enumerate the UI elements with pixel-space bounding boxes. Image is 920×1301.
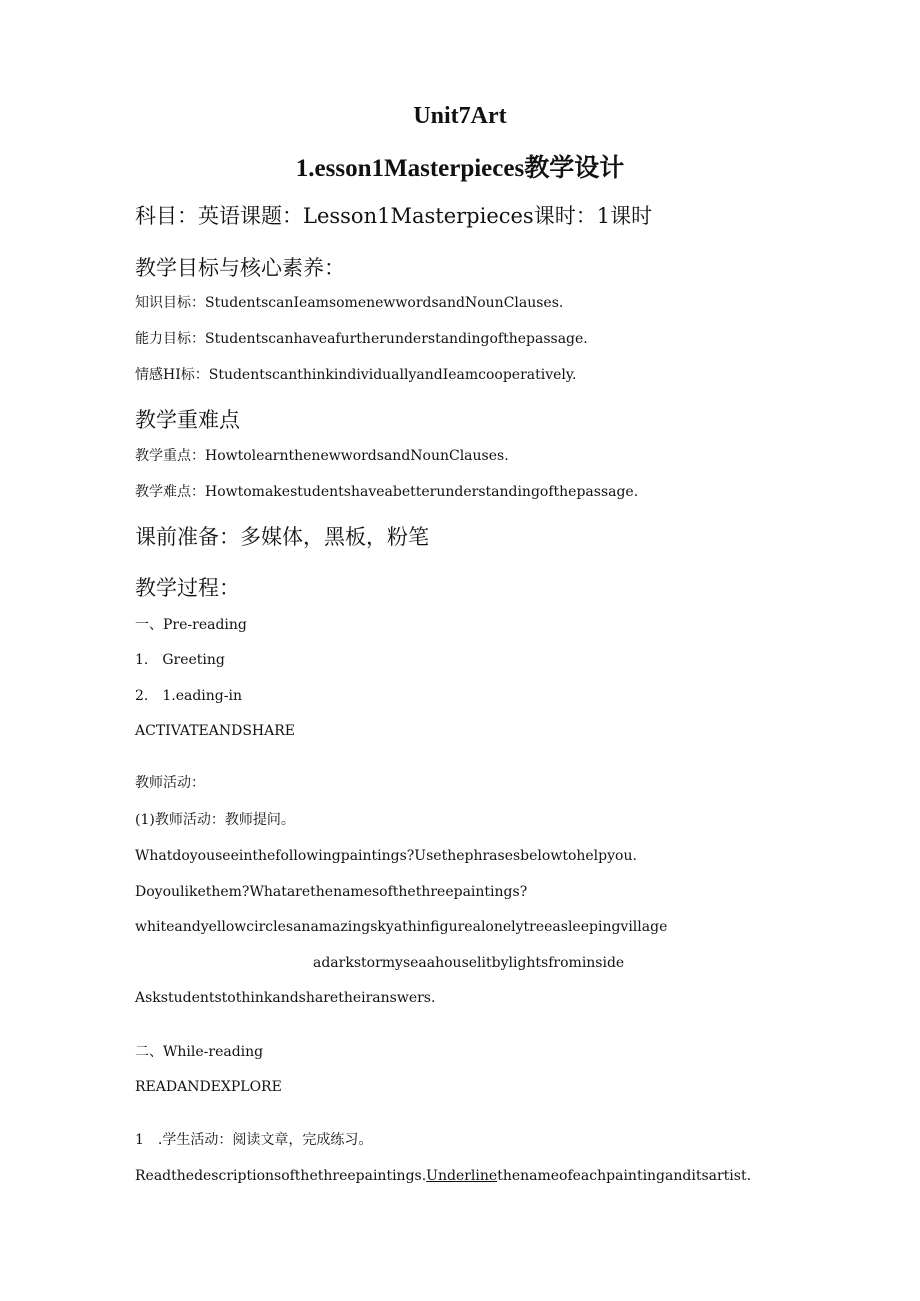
goal-knowledge: 知识目标：StudentscanIeamsomenewwordsandNounClauses. [135,295,564,311]
teacher-activity-label: 教师活动： [135,775,205,791]
read-instruction [135,1168,751,1184]
read-instruction-underlined: Underline [426,1168,498,1184]
keypoints-heading: 教学重难点 [135,408,240,432]
unit-title: Unit7Art [413,103,507,129]
process-heading: 教学过程： [135,576,240,600]
read-instruction-part-b: thenameofeachpaintinganditsartist. [497,1168,752,1184]
teacher-activity-step: (1)教师活动：教师提问。 [135,812,295,828]
step-greeting: 1. Greeting [135,652,225,668]
lesson-title: 1.esson1Masterpieces教学设计 [295,155,625,182]
preparation-line: 课前准备：多媒体，黑板，粉笔 [135,525,429,549]
subject-meta-line: 科目：英语课题：Lesson1Masterpieces课时：1课时 [135,204,653,228]
question-paintings: Whatdoyouseeinthefollowingpaintings?Usethephrasesbelowtohelpyou. [135,848,637,864]
ask-students: Askstudentstothinkandsharetheiranswers. [135,990,436,1006]
student-activity: 1 .学生活动：阅读文章，完成练习。 [135,1132,373,1148]
read-instruction-part-a: Readthedescriptionsofthethreepaintings. [135,1168,427,1184]
read-and-explore: READANDEXPLORE [135,1079,282,1095]
key-difficulty: 教学难点：Howtomakestudentshaveabetterunderstandingofthepassage. [135,484,639,500]
key-focus: 教学重点：HowtolearnthenewwordsandNounClauses. [135,448,509,464]
goals-heading: 教学目标与核心素养： [135,256,345,280]
phrases-line-1: whiteandyellowcirclesanamazingskyathinfigurealonelytreeasleepingvillage [135,919,668,935]
phrases-line-2: adarkstormyseaahouselitbylightsfrominside [313,955,625,971]
section-pre-reading: 一、Pre-reading [135,617,247,633]
section-while-reading: 二、While-reading [135,1044,264,1060]
question-names: Doyoulikethem?Whatarethenamesofthethreepaintings? [135,884,528,900]
activate-and-share: ACTIVATEANDSHARE [135,723,296,739]
goal-emotion: 情感HI标：StudentscanthinkindividuallyandIeamcooperatively. [135,367,577,383]
goal-ability: 能力目标：Studentscanhaveafurtherunderstandingofthepassage. [135,331,588,347]
step-leading-in: 2. 1.eading-in [135,688,242,704]
